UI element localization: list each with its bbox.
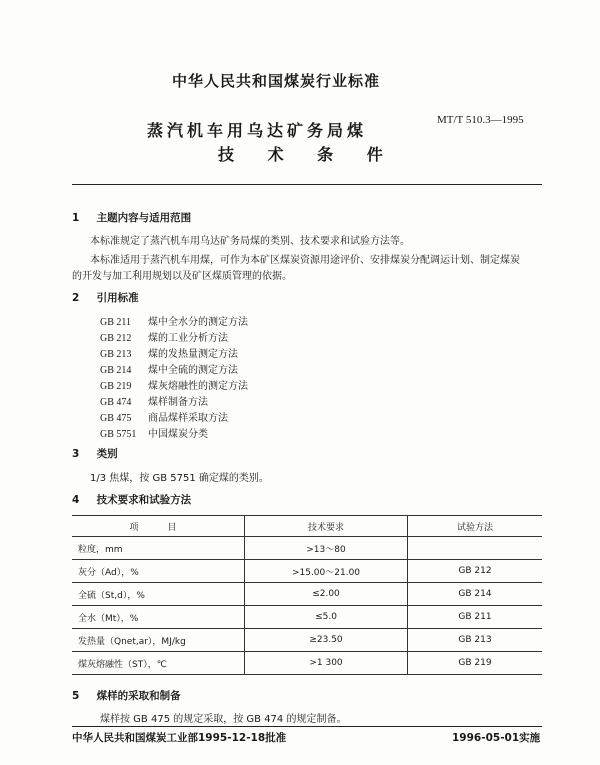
section-3-heading xyxy=(72,446,118,461)
section-1-paragraph-2-line1: 本标准适用于蒸汽机车用煤，可作为本矿区煤炭资源用途评价、安排煤炭分配调运计划、制定煤炭 xyxy=(90,255,520,266)
implementation-date: 1996-05-01实施 xyxy=(452,732,541,744)
table-cell: 粒度，mm xyxy=(72,537,245,560)
section-title: 主题内容与适用范围 xyxy=(96,212,192,224)
table-row xyxy=(72,629,542,652)
table-cell: >13～80 xyxy=(245,537,408,560)
section-title: 煤样的采取和制备 xyxy=(96,690,181,702)
section-number: 5 xyxy=(72,690,80,702)
reference-code: GB 219 xyxy=(100,381,132,392)
technical-requirements-table xyxy=(72,515,542,675)
reference-name: 中国煤炭分类 xyxy=(148,429,208,440)
document-title-line1: 蒸汽机车用乌达矿务局煤 xyxy=(147,121,368,140)
reference-name: 煤中全硫的测定方法 xyxy=(148,365,238,376)
section-number: 2 xyxy=(72,292,80,304)
header-divider xyxy=(72,184,542,185)
table-header-row xyxy=(72,516,542,537)
reference-name: 煤样制备方法 xyxy=(148,397,208,408)
table-cell: GB 212 xyxy=(408,560,543,583)
reference-name: 商品煤样采取方法 xyxy=(148,413,228,424)
reference-code: GB 211 xyxy=(100,317,132,328)
table-row xyxy=(72,537,542,560)
reference-name: 煤的发热量测定方法 xyxy=(148,349,238,360)
table-cell: GB 211 xyxy=(408,606,543,629)
reference-code: GB 5751 xyxy=(100,429,137,440)
section-number: 1 xyxy=(72,212,80,224)
section-1-heading xyxy=(72,210,191,225)
reference-code: GB 474 xyxy=(100,397,132,408)
table-cell: GB 214 xyxy=(408,583,543,606)
section-4-heading xyxy=(72,492,191,507)
section-3-paragraph: 1/3 焦煤，按 GB 5751 确定煤的类别。 xyxy=(90,473,269,484)
section-5-paragraph: 煤样按 GB 475 的规定采取，按 GB 474 的规定制备。 xyxy=(100,714,347,725)
column-header: 技术要求 xyxy=(245,516,408,537)
footer-divider xyxy=(72,726,542,727)
column-header: 试验方法 xyxy=(408,516,543,537)
table-cell: >15.00～21.00 xyxy=(245,560,408,583)
reference-name: 煤中全水分的测定方法 xyxy=(148,317,248,328)
table-cell: GB 219 xyxy=(408,652,543,675)
standard-code: MT/T 510.3—1995 xyxy=(437,114,524,126)
document-title-line2: 技 术 条 件 xyxy=(218,145,397,164)
section-title: 类别 xyxy=(96,448,118,460)
section-5-heading xyxy=(72,688,181,703)
section-1-paragraph-2-line2: 的开发与加工利用规划以及矿区煤质管理的依据。 xyxy=(72,271,292,282)
table-cell: 煤灰熔融性（ST），℃ xyxy=(72,652,245,675)
table-cell: >1 300 xyxy=(245,652,408,675)
section-number: 4 xyxy=(72,494,80,506)
table-cell: GB 213 xyxy=(408,629,543,652)
reference-code: GB 212 xyxy=(100,333,132,344)
reference-code: GB 214 xyxy=(100,365,132,376)
table-row xyxy=(72,560,542,583)
approval-line: 中华人民共和国煤炭工业部1995-12-18批准 xyxy=(72,732,287,744)
standard-organization: 中华人民共和国煤炭行业标准 xyxy=(172,72,381,90)
reference-item xyxy=(100,422,208,441)
section-title: 技术要求和试验方法 xyxy=(96,494,192,506)
table-cell: ≤5.0 xyxy=(245,606,408,629)
section-number: 3 xyxy=(72,448,80,460)
reference-name: 煤的工业分析方法 xyxy=(148,333,228,344)
section-2-heading xyxy=(72,290,139,305)
table-cell: ≤2.00 xyxy=(245,583,408,606)
reference-name: 煤灰熔融性的测定方法 xyxy=(148,381,248,392)
table-cell: 全硫（St,d），% xyxy=(72,583,245,606)
table-row xyxy=(72,606,542,629)
reference-code: GB 475 xyxy=(100,413,132,424)
table-cell: 全水（Mt），% xyxy=(72,606,245,629)
table-cell: 灰分（Ad），% xyxy=(72,560,245,583)
section-title: 引用标准 xyxy=(96,292,139,304)
column-header: 项 目 xyxy=(72,516,245,537)
table-cell: 发热量（Qnet,ar），MJ/kg xyxy=(72,629,245,652)
reference-code: GB 213 xyxy=(100,349,132,360)
table-cell: ≥23.50 xyxy=(245,629,408,652)
table-row xyxy=(72,652,542,675)
table-cell xyxy=(408,537,543,560)
section-1-paragraph-1: 本标准规定了蒸汽机车用乌达矿务局煤的类别、技术要求和试验方法等。 xyxy=(90,236,410,247)
table-row xyxy=(72,583,542,606)
